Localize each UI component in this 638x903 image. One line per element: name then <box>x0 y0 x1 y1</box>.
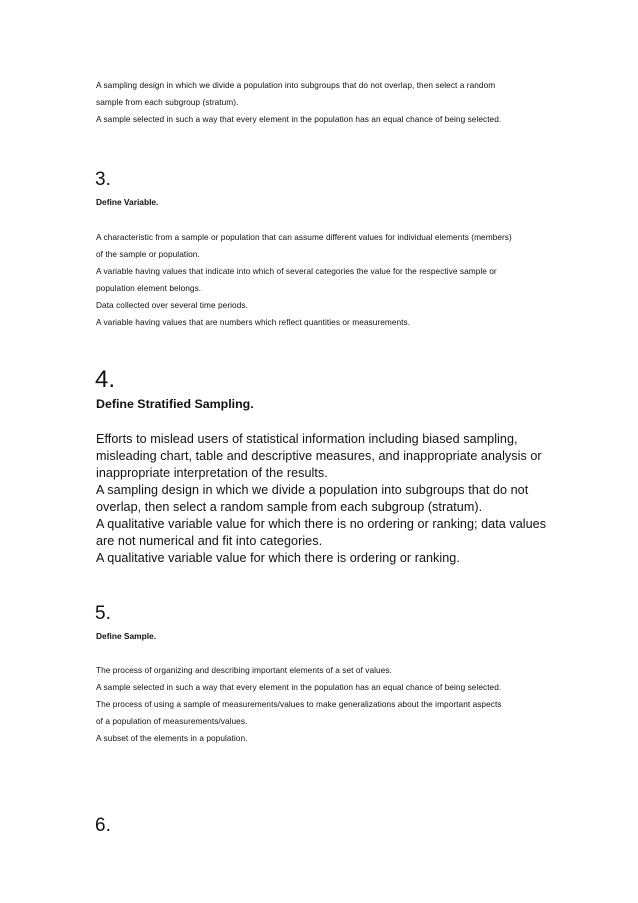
answer-line: A characteristic from a sample or population that can assume different values for individual elements (members) <box>96 232 512 242</box>
answer-line: A sample selected in such a way that every element in the population has an equal chance of being selected. <box>96 114 502 124</box>
answer-line: A variable having values that are numbers which reflect quantities or measurements. <box>96 317 411 327</box>
question-number: 3. <box>95 169 111 190</box>
answer-line: overlap, then select a random sample from each subgroup (stratum). <box>96 500 483 514</box>
answer-list <box>96 229 556 331</box>
intro-answers <box>96 77 556 128</box>
answer-line: The process of using a sample of measurements/values to make generalizations about the important aspects <box>96 699 502 709</box>
answer-line: A sample selected in such a way that every element in the population has an equal chance of being selected. <box>96 682 502 692</box>
answer-line: A qualitative variable value for which there is no ordering or ranking; data values <box>96 517 547 531</box>
question-number: 4. <box>95 366 116 393</box>
answer-line: misleading chart, table and descriptive measures, and inappropriate analysis or <box>96 449 542 463</box>
answer-line: A qualitative variable value for which there is ordering or ranking. <box>96 551 460 565</box>
question-title: Define Variable. <box>96 197 159 207</box>
answer-line: A sampling design in which we divide a population into subgroups that do not overlap, then select a random <box>96 80 496 90</box>
answer-line: Data collected over several time periods. <box>96 300 248 310</box>
question-title: Define Sample. <box>96 631 157 641</box>
answer-line: of a population of measurements/values. <box>96 716 248 726</box>
answer-line: A variable having values that indicate into which of several categories the value for the respective sample or <box>96 266 497 276</box>
question-number: 5. <box>95 603 111 624</box>
answer-line: are not numerical and fit into categories. <box>96 534 323 548</box>
answer-line: sample from each subgroup (stratum). <box>96 97 239 107</box>
answer-line: A sampling design in which we divide a population into subgroups that do not <box>96 483 529 497</box>
answer-list <box>96 431 566 567</box>
answer-line: population element belongs. <box>96 283 202 293</box>
answer-line: inappropriate interpretation of the results. <box>96 466 328 480</box>
answer-line: of the sample or population. <box>96 249 200 259</box>
answer-line: A subset of the elements in a population. <box>96 733 248 743</box>
answer-line: Efforts to mislead users of statistical information including biased sampling, <box>96 432 518 446</box>
question-number: 6. <box>95 815 111 836</box>
answer-list <box>96 662 556 747</box>
question-title: Define Stratified Sampling. <box>96 397 254 411</box>
answer-line: The process of organizing and describing important elements of a set of values. <box>96 665 392 675</box>
